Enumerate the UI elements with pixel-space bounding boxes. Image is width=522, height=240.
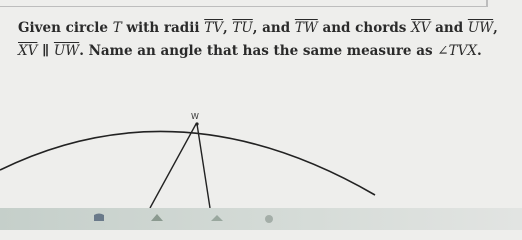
chord-xv-2: $\overline{XV}$ — [18, 43, 38, 59]
text-and: , and — [252, 20, 295, 36]
text-comma: , — [493, 20, 498, 36]
text-and-2: and — [430, 20, 468, 36]
chord-uw-segment — [150, 124, 196, 208]
toolbar-triangle-icon-2 — [210, 212, 224, 222]
circle-arc — [0, 131, 375, 195]
angle-tvx: ∠TVX — [437, 43, 477, 59]
toolbar-circle-icon — [262, 212, 276, 222]
circle-diagram — [0, 100, 522, 210]
toolbar-triangle-icon — [150, 212, 164, 222]
radius-tw-segment — [197, 124, 210, 208]
problem-line-2 — [18, 40, 518, 63]
problem-statement — [18, 17, 518, 63]
text-period: . — [476, 43, 482, 59]
text-with-radii: with radii — [121, 20, 205, 36]
problem-line-1 — [18, 17, 518, 40]
radius-tu: $\overline{TU}$ — [232, 20, 253, 36]
text-sep: , — [222, 20, 233, 36]
chord-uw-2: $\overline{UW}$ — [53, 43, 80, 59]
text-given: Given circle — [18, 20, 113, 36]
toolbar-shape-icon — [92, 212, 106, 222]
chord-xv: $\overline{XV}$ — [411, 20, 431, 36]
radius-tw: $\overline{TW}$ — [294, 20, 318, 36]
chord-uw: $\overline{UW}$ — [467, 20, 494, 36]
point-w — [195, 122, 198, 125]
parallel-symbol: ∥ — [37, 43, 54, 59]
bottom-toolbar-strip — [0, 208, 522, 230]
radius-tv: $\overline{TV}$ — [204, 20, 223, 36]
circle-name: T — [112, 20, 122, 36]
question-prompt: . Name an angle that has the same measure as — [79, 43, 438, 59]
top-divider — [0, 0, 486, 7]
label-w: W — [191, 112, 199, 121]
text-chords: and chords — [317, 20, 412, 36]
top-divider-tick — [486, 0, 488, 7]
